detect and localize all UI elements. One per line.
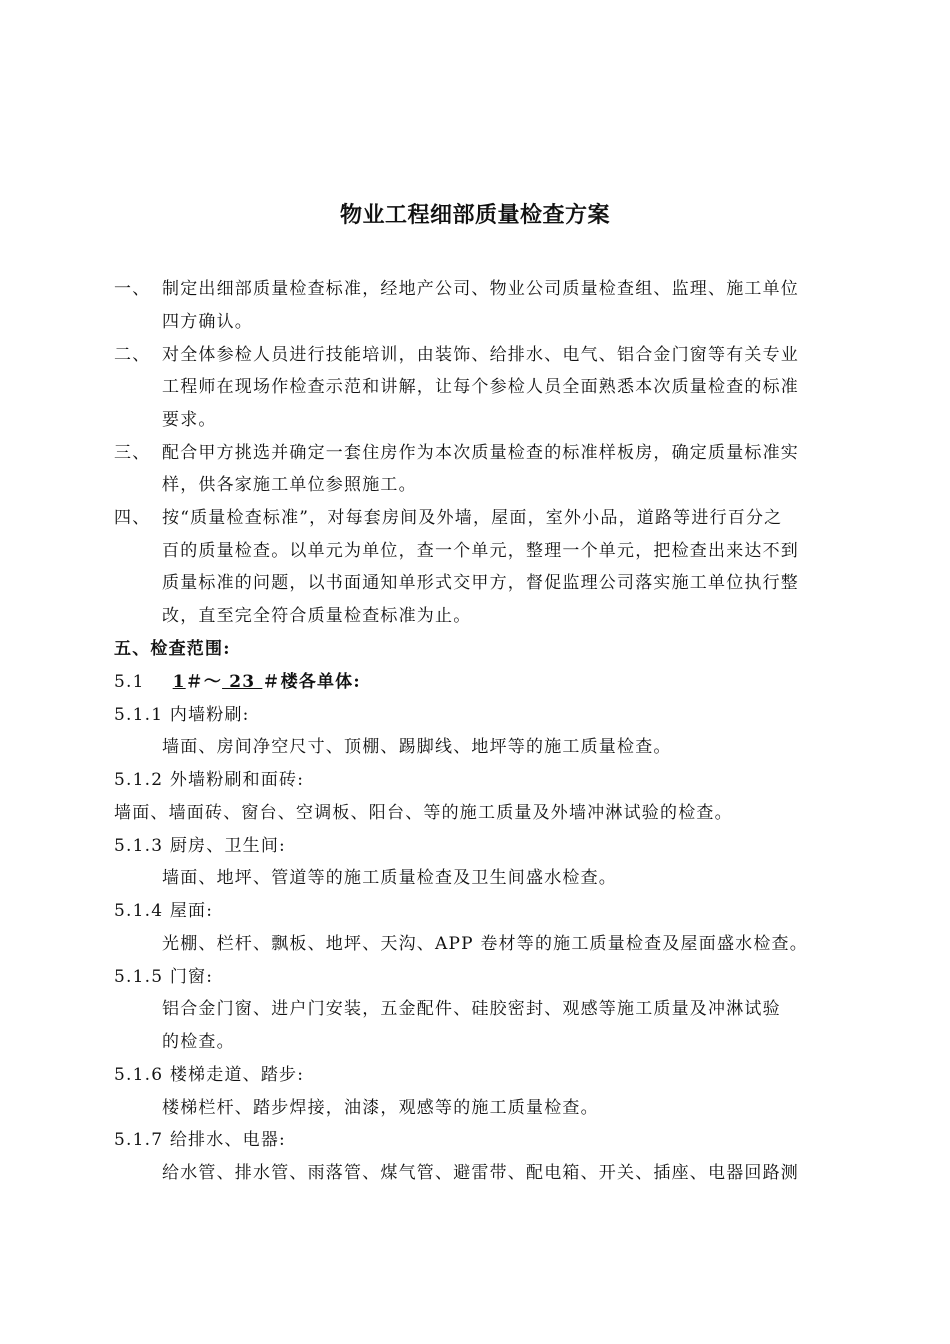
building-to: 23 <box>222 672 263 692</box>
subsection-heading: 5.1.1 内墙粉刷: <box>114 705 250 725</box>
document-title: 物业工程细部质量检查方案 <box>339 203 610 228</box>
item-line: 对全体参检人员进行技能培训，由装饰、给排水、电气、铝合金门窗等有关专业 <box>162 345 799 365</box>
subsection-heading: 5.1.4 屋面: <box>114 901 214 921</box>
item-number: 三、 <box>114 443 151 463</box>
item-line: 按“质量检查标准”，对每套房间及外墙，屋面，室外小品，道路等进行百分之 <box>162 508 783 528</box>
subsection-line: 光棚、栏杆、飘板、地坪、天沟、APP 卷材等的施工质量检查及屋面盛水检查。 <box>162 934 808 954</box>
subsection-heading: 5.1.3 厨房、卫生间: <box>114 836 286 856</box>
item-line: 质量标准的问题，以书面通知单形式交甲方，督促监理公司落实施工单位执行整 <box>162 573 799 593</box>
subsection-line: 楼梯栏杆、踏步焊接，油漆，观感等的施工质量检查。 <box>162 1098 599 1118</box>
item-number: 一、 <box>114 279 151 299</box>
subsection-heading: 5.1.5 门窗: <box>114 967 214 987</box>
item-line: 制定出细部质量检查标准，经地产公司、物业公司质量检查组、监理、施工单位 <box>162 279 799 299</box>
item-line: 要求。 <box>162 410 217 430</box>
subsection-heading: 5.1.7 给排水、电器: <box>114 1130 286 1150</box>
subsection-line: 铝合金门窗、进户门安装，五金配件、硅胶密封、观感等施工质量及冲淋试验 <box>162 999 781 1019</box>
subsection-number: 5.1 <box>114 672 145 692</box>
subsection-line: 墙面、墙面砖、窗台、空调板、阳台、等的施工质量及外墙冲淋试验的检查。 <box>114 803 733 823</box>
subsection-line: 的检查。 <box>162 1032 235 1052</box>
item-number: 四、 <box>114 508 151 528</box>
building-sep: ＃～ <box>185 672 223 692</box>
item-line: 配合甲方挑选并确定一套住房作为本次质量检查的标准样板房，确定质量标准实 <box>162 443 799 463</box>
subsection-5-1 <box>114 670 361 694</box>
subsection-heading: 5.1.2 外墙粉刷和面砖: <box>114 770 305 790</box>
building-tail: ＃楼各单体: <box>262 672 361 692</box>
item-line: 四方确认。 <box>162 312 253 332</box>
subsection-line: 墙面、房间净空尺寸、顶棚、踢脚线、地坪等的施工质量检查。 <box>162 737 672 757</box>
item-line: 工程师在现场作检查示范和讲解，让每个参检人员全面熟悉本次质量检查的标准 <box>162 377 799 397</box>
item-line: 改，直至完全符合质量检查标准为止。 <box>162 606 472 626</box>
item-number: 二、 <box>114 345 151 365</box>
item-line: 百的质量检查。以单元为单位，查一个单元，整理一个单元，把检查出来达不到 <box>162 541 799 561</box>
subsection-line: 墙面、地坪、管道等的施工质量检查及卫生间盛水检查。 <box>162 868 617 888</box>
subsection-heading: 5.1.6 楼梯走道、踏步: <box>114 1065 305 1085</box>
section-heading: 五、检查范围: <box>114 639 231 659</box>
item-line: 样，供各家施工单位参照施工。 <box>162 475 417 495</box>
building-from: 1 <box>172 672 186 692</box>
subsection-line: 给水管、排水管、雨落管、煤气管、避雷带、配电箱、开关、插座、电器回路测 <box>162 1163 799 1183</box>
